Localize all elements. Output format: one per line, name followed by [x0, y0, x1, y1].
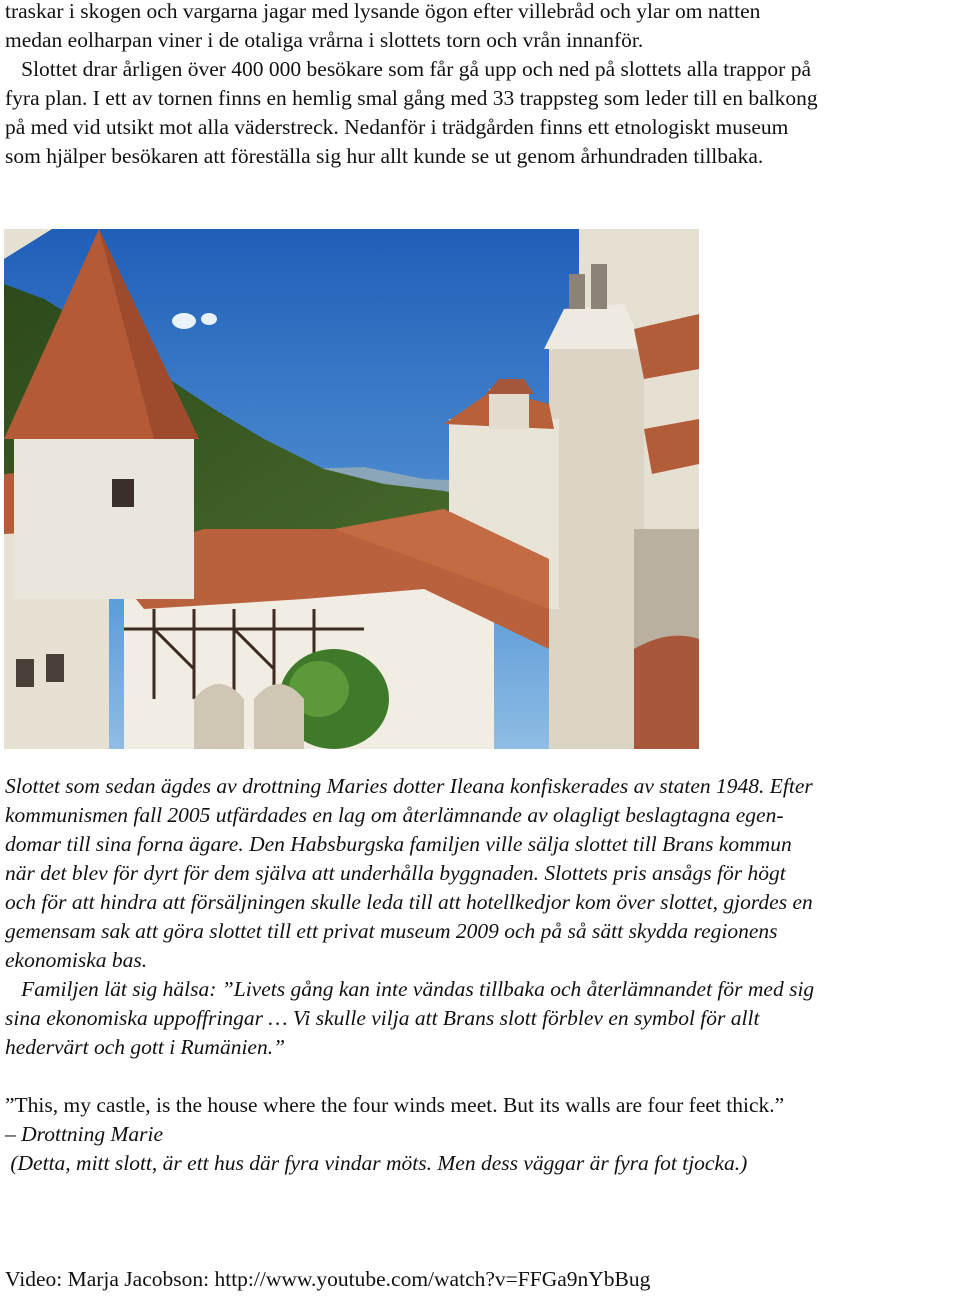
- intro-line: som hjälper besökaren att föreställa sig hur allt kunde se ut genom århundraden tillbaka.: [5, 144, 764, 168]
- history-line: domar till sina forna ägare. Den Habsburgska familjen ville sälja slottet till Brans kommun: [5, 832, 792, 856]
- history-paragraph: [5, 772, 960, 1062]
- intro-paragraph: [5, 0, 960, 171]
- quote-block: [5, 1091, 960, 1178]
- history-line: Familjen lät sig hälsa: ”Livets gång kan inte vändas tillbaka och återlämnandet för med sig: [5, 977, 815, 1001]
- history-line: Slottet som sedan ägdes av drottning Maries dotter Ileana konfiskerades av staten 1948. Efter: [5, 774, 813, 798]
- intro-line: Slottet drar årligen över 400 000 besökare som får gå upp och ned på slottets alla trappor på: [5, 57, 812, 81]
- castle-courtyard-photo: [4, 229, 699, 749]
- quote-swedish: (Detta, mitt slott, är ett hus där fyra vindar möts. Men dess väggar är fyra fot tjocka.): [5, 1151, 748, 1175]
- intro-line: på med vid utsikt mot alla väderstreck. Nedanför i trädgården finns ett etnologiskt museum: [5, 115, 789, 139]
- video-credit: [5, 1265, 960, 1294]
- history-line: hedervärt och gott i Rumänien.”: [5, 1035, 286, 1059]
- quote-attribution: – Drottning Marie: [5, 1122, 164, 1146]
- history-line: kommunismen fall 2005 utfärdades en lag om återlämnande av olagligt beslagtagna egen-: [5, 803, 784, 827]
- video-credit-text: Video: Marja Jacobson: http://www.youtube.com/watch?v=FFGa9nYbBug: [5, 1267, 651, 1291]
- history-line: sina ekonomiska uppoffringar … Vi skulle vilja att Brans slott förblev en symbol för allt: [5, 1006, 760, 1030]
- intro-line: medan eolharpan viner i de otaliga vrårna i slottets torn och vrån innanför.: [5, 28, 644, 52]
- quote-english: ”This, my castle, is the house where the four winds meet. But its walls are four feet thick.”: [5, 1093, 785, 1117]
- history-line: ekonomiska bas.: [5, 948, 148, 972]
- history-line: och för att hindra att försäljningen skulle leda till att hotellkedjor kom över slottet, gjordes en: [5, 890, 813, 914]
- history-line: när det blev för dyrt för dem själva att underhålla byggnaden. Slottets pris ansågs för högt: [5, 861, 786, 885]
- history-line: gemensam sak att göra slottet till ett privat museum 2009 och på så sätt skydda regionens: [5, 919, 778, 943]
- intro-line: traskar i skogen och vargarna jagar med lysande ögon efter villebråd och ylar om natten: [5, 0, 761, 23]
- intro-line: fyra plan. I ett av tornen finns en hemlig smal gång med 33 trappsteg som leder till en balkong: [5, 86, 818, 110]
